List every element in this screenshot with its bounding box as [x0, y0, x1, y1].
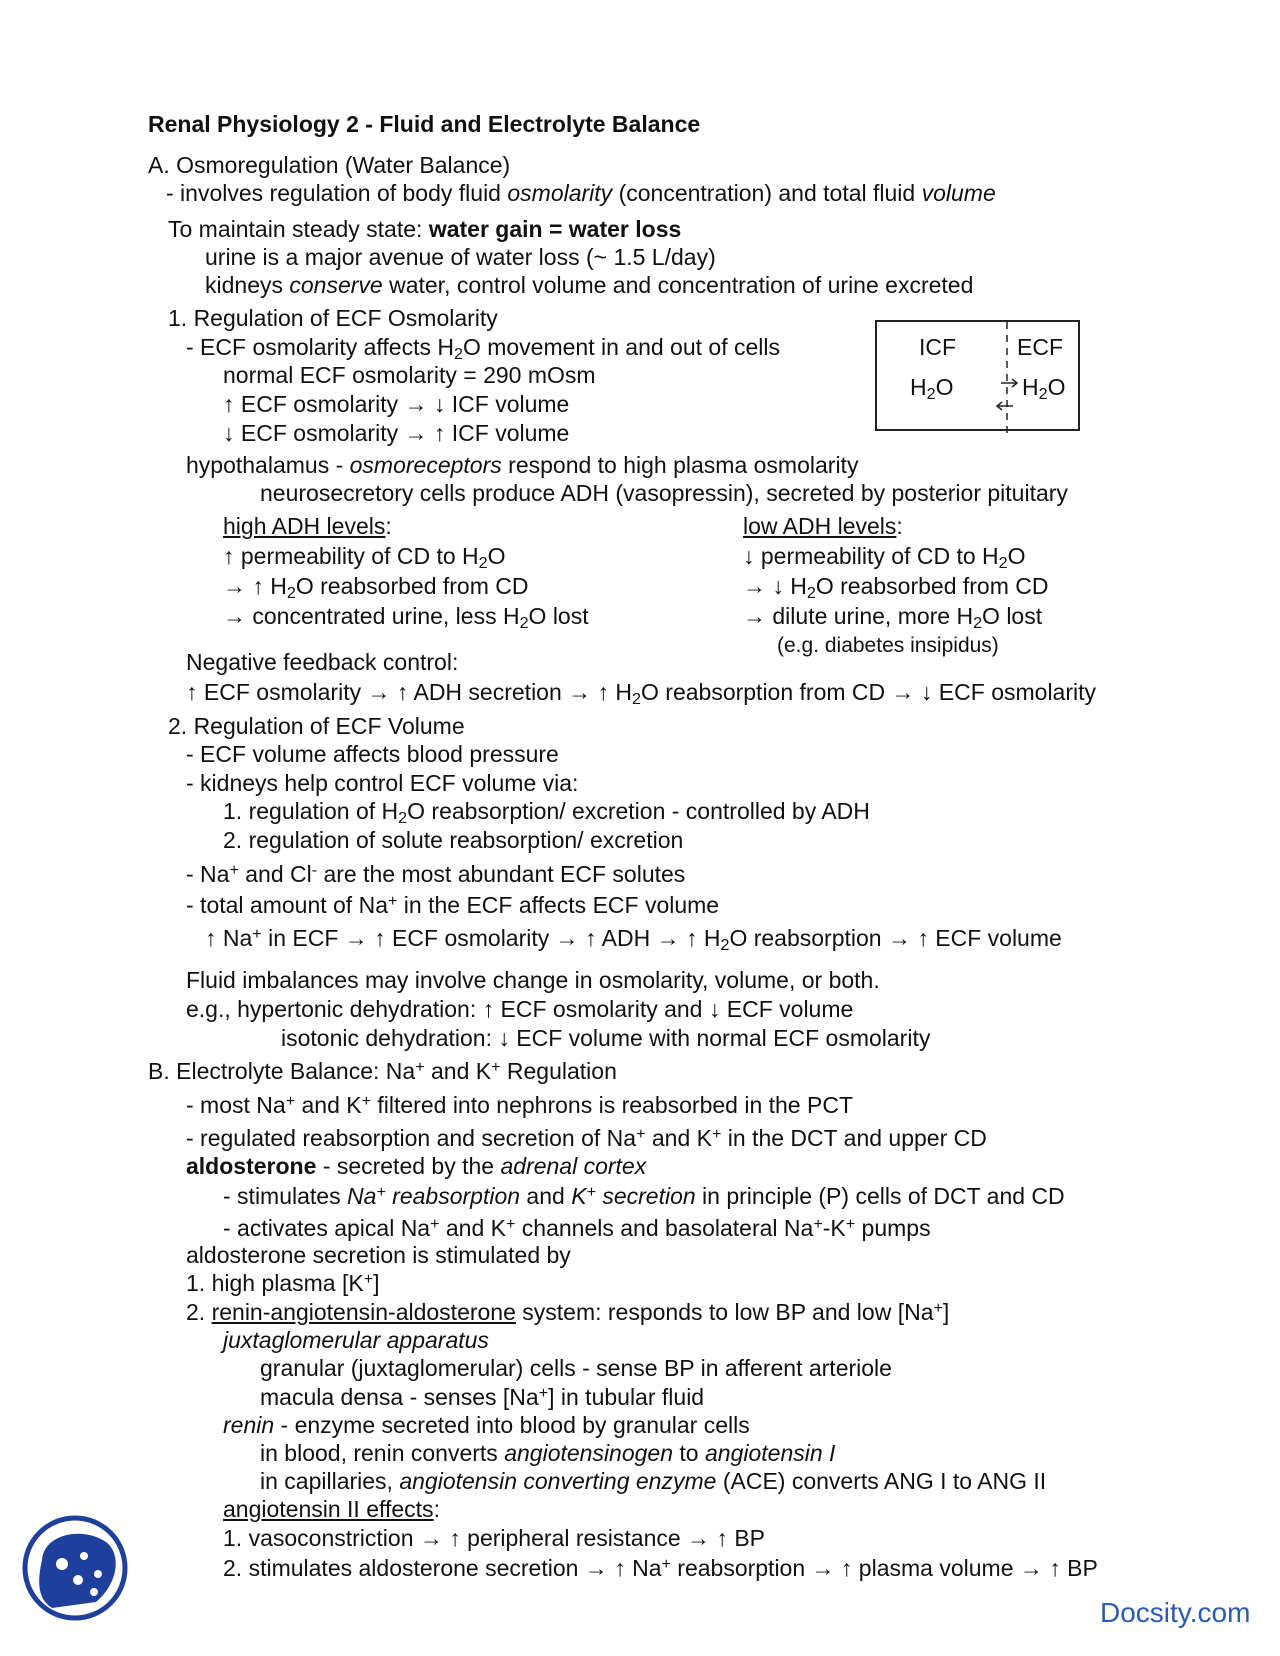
- sodium-chain-line: ↑ Na+ in ECF → ↑ ECF osmolarity → ↑ ADH → ↑ $H_2O$ reabsorption → ↑ ECF volume: [205, 925, 1062, 954]
- renin-converts-line: in blood, renin converts angiotensinogen to angiotensin I: [260, 1440, 836, 1466]
- icf-label: ICF: [919, 334, 957, 360]
- high-adh-heading: high ADH levels:: [223, 513, 392, 539]
- section-a-heading: A. Osmoregulation (Water Balance): [148, 152, 511, 178]
- docsity-logo-icon: [22, 1512, 132, 1624]
- ecf-label: ECF: [1017, 334, 1063, 360]
- decrease-osmolarity-line: ↓ ECF osmolarity → ↑ ICF volume: [223, 420, 570, 446]
- icf-water-label: $H_2O$: [910, 374, 954, 403]
- high-adh-line-3: → concentrated urine, less $H_2O$ lost: [223, 603, 589, 632]
- low-adh-line-1: ↓ permeability of CD to $H_2O$: [743, 543, 1026, 572]
- increase-osmolarity-line: ↑ ECF osmolarity → ↓ ICF volume: [223, 391, 570, 417]
- negative-feedback-heading: Negative feedback control:: [186, 649, 459, 675]
- kidneys-control-line: - kidneys help control ECF volume via:: [186, 770, 579, 796]
- vasoconstriction-line: 1. vasoconstriction → ↑ peripheral resistance → ↑ BP: [223, 1525, 766, 1551]
- high-potassium-line: 1. high plasma [K+]: [186, 1270, 380, 1296]
- low-adh-heading: low ADH levels:: [743, 513, 903, 539]
- juxtaglomerular-heading: juxtaglomerular apparatus: [223, 1327, 489, 1353]
- kidneys-conserve-line: kidneys conserve water, control volume and concentration of urine excreted: [205, 272, 974, 298]
- regulation-solute-line: 2. regulation of solute reabsorption/ excretion: [223, 827, 684, 853]
- docsity-watermark[interactable]: Docsity.com: [1100, 1597, 1251, 1628]
- neurosecretory-line: neurosecretory cells produce ADH (vasopressin), secreted by posterior pituitary: [260, 480, 1068, 506]
- abundant-solutes-line: - Na+ and Cl- are the most abundant ECF solutes: [186, 861, 686, 887]
- macula-densa-line: macula densa - senses [Na+] in tubular fluid: [260, 1384, 705, 1410]
- ecf-water-label: $H_2O$: [1022, 374, 1066, 403]
- aldosterone-line: aldosterone - secreted by the adrenal cortex: [186, 1153, 647, 1179]
- hypertonic-line: e.g., hypertonic dehydration: ↑ ECF osmolarity and ↓ ECF volume: [186, 996, 854, 1022]
- aldosterone-stimulated-by-line: aldosterone secretion is stimulated by: [186, 1242, 571, 1268]
- icf-ecf-diagram: [875, 320, 1080, 431]
- page-title: Renal Physiology 2 - Fluid and Electrolyte Balance: [148, 111, 701, 137]
- hypothalamus-line: hypothalamus - osmoreceptors respond to high plasma osmolarity: [186, 452, 859, 478]
- renin-line: renin - enzyme secreted into blood by granular cells: [223, 1412, 750, 1438]
- low-adh-line-2: → ↓ $H_2O$ reabsorbed from CD: [743, 573, 1049, 602]
- fluid-imbalance-line: Fluid imbalances may involve change in osmolarity, volume, or both.: [186, 967, 880, 993]
- negative-feedback-chain: ↑ ECF osmolarity → ↑ ADH secretion → ↑ $H_2O$ reabsorption from CD → ↓ ECF osmolarity: [186, 679, 1097, 708]
- ace-line: in capillaries, angiotensin converting enzyme (ACE) converts ANG I to ANG II: [260, 1468, 1047, 1494]
- urine-loss-line: urine is a major avenue of water loss (~ 1.5 L/day): [205, 244, 716, 270]
- section-a-line-1: - involves regulation of body fluid osmolarity (concentration) and total fluid volume: [166, 180, 996, 206]
- regulation-h2o-line: 1. regulation of $H_2O$ reabsorption/ excretion - controlled by ADH: [223, 798, 870, 827]
- raas-line: 2. renin-angiotensin-aldosterone system: responds to low BP and low [Na+]: [186, 1299, 950, 1325]
- steady-state-line: To maintain steady state: water gain = water loss: [168, 216, 682, 242]
- isotonic-line: isotonic dehydration: ↓ ECF volume with normal ECF osmolarity: [281, 1025, 931, 1051]
- high-adh-line-2: → ↑ $H_2O$ reabsorbed from CD: [223, 573, 529, 602]
- subsection-1-heading: 1. Regulation of ECF Osmolarity: [168, 305, 498, 331]
- section-b-heading: B. Electrolyte Balance: Na+ and K+ Regulation: [148, 1058, 617, 1084]
- aldosterone-stimulates-line: - stimulates Na+ reabsorption and K+ secretion in principle (P) cells of DCT and CD: [223, 1183, 1065, 1209]
- dct-regulation-line: - regulated reabsorption and secretion of Na+ and K+ in the DCT and upper CD: [186, 1125, 987, 1151]
- normal-osmolarity-line: normal ECF osmolarity = 290 mOsm: [223, 362, 596, 388]
- pct-reabsorption-line: - most Na+ and K+ filtered into nephrons is reabsorbed in the PCT: [186, 1092, 853, 1118]
- aldosterone-secretion-line: 2. stimulates aldosterone secretion → ↑ Na+ reabsorption → ↑ plasma volume → ↑ BP: [223, 1555, 1098, 1581]
- aldosterone-activates-line: - activates apical Na+ and K+ channels and basolateral Na+-K+ pumps: [223, 1215, 931, 1241]
- granular-cells-line: granular (juxtaglomerular) cells - sense BP in afferent arteriole: [260, 1355, 892, 1381]
- ecf-affects-line: - ECF osmolarity affects $H_2O$ movement in and out of cells: [186, 334, 780, 363]
- low-adh-line-3: → dilute urine, more $H_2O$ lost: [743, 603, 1043, 632]
- angiotensin-effects-heading: angiotensin II effects:: [223, 1496, 440, 1522]
- ecf-volume-bp-line: - ECF volume affects blood pressure: [186, 741, 559, 767]
- high-adh-line-1: ↑ permeability of CD to $H_2O$: [223, 543, 506, 572]
- low-adh-example: (e.g. diabetes insipidus): [777, 634, 999, 657]
- subsection-2-heading: 2. Regulation of ECF Volume: [168, 713, 465, 739]
- total-sodium-line: - total amount of Na+ in the ECF affects ECF volume: [186, 892, 720, 918]
